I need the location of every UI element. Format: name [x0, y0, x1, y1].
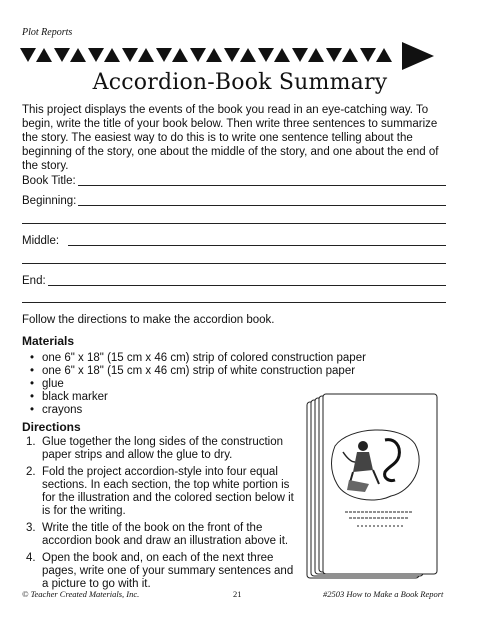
list-item: • crayons	[30, 404, 366, 417]
copyright-footer: © Teacher Created Materials, Inc.	[22, 589, 140, 599]
list-item: • one 6" x 18" (15 cm x 46 cm) strip of white construction paper	[30, 365, 366, 378]
directions-heading: Directions	[22, 420, 81, 434]
page-number: 21	[233, 589, 242, 599]
follow-directions-text: Follow the directions to make the accordion book.	[22, 314, 275, 326]
step-number: 4.	[26, 552, 36, 564]
step-text: Fold the project accordion-style into four equal sections. In each section, the top white portion is for the illustration and the colored section below it is for the writing.	[42, 466, 294, 517]
middle-label: Middle:	[22, 235, 60, 247]
beginning-field[interactable]	[22, 193, 446, 207]
direction-step	[26, 436, 294, 462]
step-number: 1.	[26, 436, 36, 448]
step-number: 3.	[26, 522, 36, 534]
intro-paragraph: This project displays the events of the book you read in an eye-catching way. To begin, write the title of your book below. Then write three sentences to summarize the story. The easiest way to do this is to write one sentence telling about the beginning of the story, one about the middle of the story, and one about the end of the story.	[22, 104, 439, 172]
materials-heading: Materials	[22, 334, 75, 348]
list-item: • black marker	[30, 391, 366, 404]
triangle-border-decoration	[20, 40, 460, 72]
step-text: Open the book and, on each of the next three pages, write one of your summary sentences and a picture to go with it.	[42, 552, 294, 590]
accordion-book-illustration	[305, 392, 445, 584]
page-title: Accordion-Book Summary	[92, 70, 388, 95]
direction-step	[26, 466, 294, 518]
step-text: Glue together the long sides of the construction paper strips and allow the glue to dry.	[42, 436, 284, 461]
direction-step	[26, 552, 294, 591]
end-field[interactable]	[22, 273, 446, 287]
middle-field[interactable]	[22, 233, 446, 247]
directions-list	[26, 436, 294, 595]
list-item: • glue	[30, 378, 366, 391]
direction-step	[26, 522, 294, 548]
step-text: Write the title of the book on the front of the accordion book and draw an illustration above it.	[42, 522, 289, 547]
list-item: • one 6" x 18" (15 cm x 46 cm) strip of colored construction paper	[30, 352, 366, 365]
book-reference-footer: #2503 How to Make a Book Report	[323, 589, 444, 599]
middle-extra-line[interactable]	[22, 263, 446, 264]
book-title-field[interactable]	[22, 173, 446, 187]
book-title-label: Book Title:	[22, 175, 76, 187]
end-label: End:	[22, 275, 46, 287]
step-number: 2.	[26, 466, 36, 478]
section-label: Plot Reports	[22, 27, 73, 38]
beginning-label: Beginning:	[22, 195, 77, 207]
beginning-extra-line[interactable]	[22, 223, 446, 224]
end-extra-line[interactable]	[22, 302, 446, 303]
